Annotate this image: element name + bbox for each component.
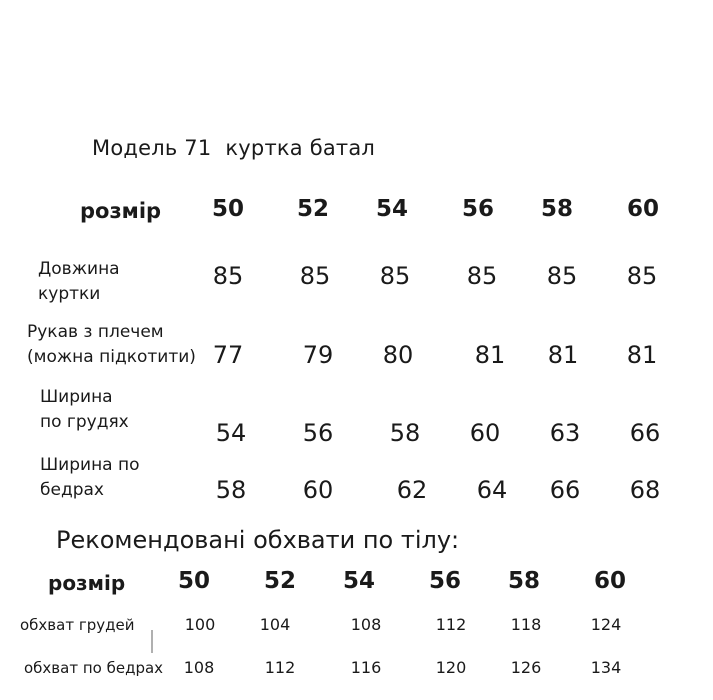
table-cell: 134 xyxy=(590,658,622,677)
size-column-header: 50 xyxy=(211,196,244,222)
size-column-header: 54 xyxy=(375,196,408,222)
row-label-line: куртки xyxy=(38,284,101,304)
table-cell: 85 xyxy=(212,262,244,290)
size-column-header: 56 xyxy=(428,568,461,594)
table-cell: 108 xyxy=(350,615,382,634)
table-cell: 79 xyxy=(302,341,334,369)
table-cell: 85 xyxy=(626,262,658,290)
row-label-jacket-length xyxy=(38,257,120,307)
table-cell: 56 xyxy=(302,419,334,447)
table-cell: 66 xyxy=(629,419,661,447)
table-cell: 81 xyxy=(626,341,658,369)
size-column-header: 56 xyxy=(461,196,494,222)
table-cell: 85 xyxy=(379,262,411,290)
table-cell: 60 xyxy=(469,419,501,447)
row-label-chest-width xyxy=(40,385,129,435)
table-cell: 108 xyxy=(183,658,215,677)
document-title xyxy=(92,136,375,160)
size-column-header: 54 xyxy=(342,568,375,594)
size-column-header: 60 xyxy=(593,568,626,594)
product-name: куртка батал xyxy=(225,136,376,160)
table-cell: 81 xyxy=(474,341,506,369)
table-cell: 80 xyxy=(382,341,414,369)
table-cell: 112 xyxy=(435,615,467,634)
size-column-header: 60 xyxy=(626,196,659,222)
size-column-header: 58 xyxy=(540,196,573,222)
row-label-chest-girth: обхват грудей xyxy=(20,616,135,634)
table-cell: 100 xyxy=(184,615,216,634)
table-cell: 62 xyxy=(396,476,428,504)
table-cell: 66 xyxy=(549,476,581,504)
row-label-hip-width xyxy=(40,453,140,503)
size-column-header: 50 xyxy=(177,568,210,594)
table-cell: 126 xyxy=(510,658,542,677)
size-column-header: 52 xyxy=(263,568,296,594)
size-column-header: 52 xyxy=(296,196,329,222)
body-measurements-heading: Рекомендовані обхвати по тілу: xyxy=(56,526,460,554)
row-label-line: по грудях xyxy=(40,412,129,432)
divider-line xyxy=(151,630,153,653)
table-cell: 64 xyxy=(476,476,508,504)
model-name: Модель 71 xyxy=(92,136,212,160)
table-cell: 85 xyxy=(546,262,578,290)
table-cell: 120 xyxy=(435,658,467,677)
table-cell: 85 xyxy=(466,262,498,290)
table-cell: 124 xyxy=(590,615,622,634)
table-cell: 58 xyxy=(389,419,421,447)
table-cell: 60 xyxy=(302,476,334,504)
row-label-line: бедрах xyxy=(40,480,104,500)
size-header-label: розмір xyxy=(80,199,162,223)
table-cell: 85 xyxy=(299,262,331,290)
row-label-line: Рукав з плечем xyxy=(27,322,164,342)
table-cell: 112 xyxy=(264,658,296,677)
row-label-line: Ширина по xyxy=(40,455,140,475)
row-label-line: Довжина xyxy=(38,259,120,279)
row-label-line: Ширина xyxy=(40,387,113,407)
row-label-sleeve-length xyxy=(27,320,196,370)
table-cell: 118 xyxy=(510,615,542,634)
table-cell: 54 xyxy=(215,419,247,447)
table-cell: 104 xyxy=(259,615,291,634)
row-label-line: (можна підкотити) xyxy=(27,347,196,367)
size-column-header: 58 xyxy=(507,568,540,594)
table-cell: 77 xyxy=(212,341,244,369)
table-cell: 58 xyxy=(215,476,247,504)
table-cell: 116 xyxy=(350,658,382,677)
row-label-hip-girth: обхват по бедрах xyxy=(24,659,164,677)
table-cell: 68 xyxy=(629,476,661,504)
table-cell: 63 xyxy=(549,419,581,447)
size-header-label: розмір xyxy=(48,571,126,595)
table-cell: 81 xyxy=(547,341,579,369)
